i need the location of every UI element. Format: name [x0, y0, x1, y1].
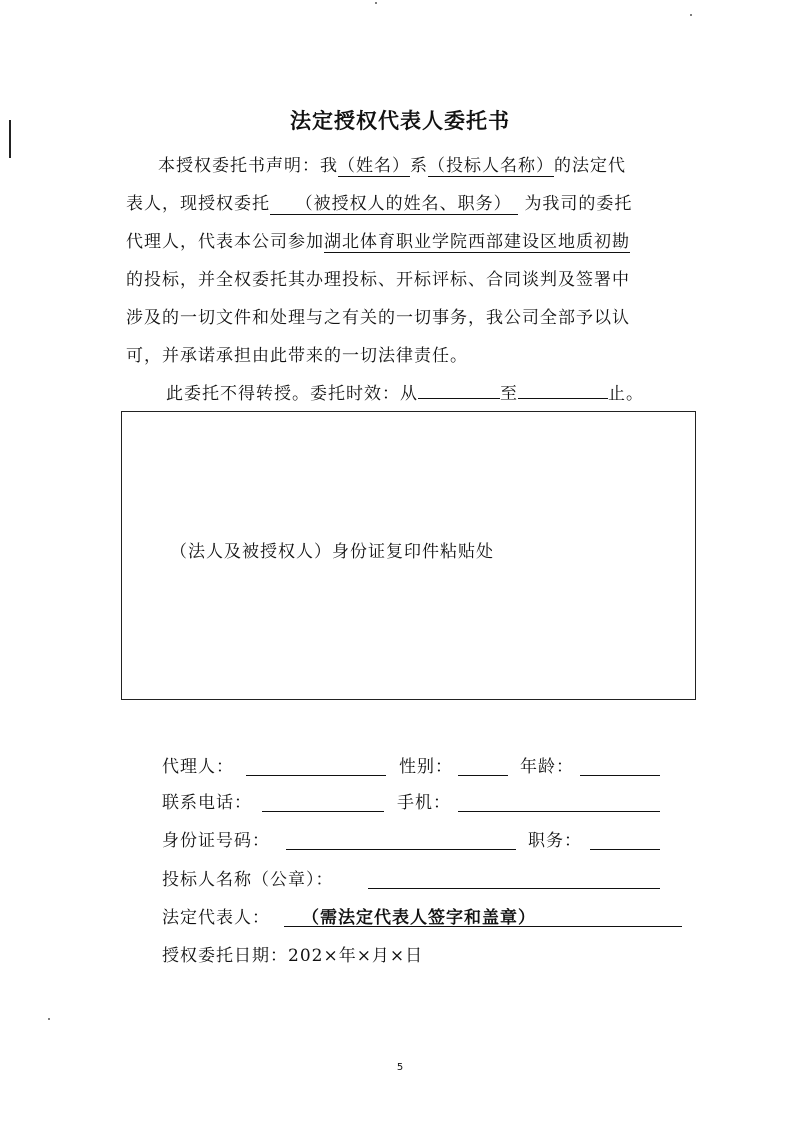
validity-end-blank[interactable]	[518, 378, 608, 399]
authorization-paragraph	[126, 147, 691, 375]
declaration-text: 的法定代	[554, 156, 626, 176]
agent-label: 代理人：	[162, 757, 234, 777]
agent-placeholder-text: （被授权人的姓名、职务）	[295, 194, 512, 214]
scan-speck	[690, 14, 692, 16]
contact-row	[162, 788, 662, 816]
id-number-row	[162, 826, 662, 854]
gender-label: 性别：	[399, 757, 453, 777]
declaration-text: 为我司的委托	[524, 194, 633, 214]
document-title: 法定授权代表人委托书	[290, 109, 510, 133]
declaration-text: 系	[410, 156, 428, 176]
declaration-text: 涉及的一切文件和处理与之有关的一切事务，我公司全部予以认	[126, 308, 630, 328]
phone-label: 联系电话：	[162, 793, 252, 813]
authorization-date: 授权委托日期：202×年×月×日	[162, 946, 424, 966]
agent-info-row	[162, 752, 662, 780]
validity-paragraph	[126, 375, 691, 413]
agent-line[interactable]	[246, 774, 386, 776]
declaration-text: 的投标，并全权委托其办理投标、开标评标、合同谈判及签署中	[126, 270, 630, 290]
validity-start-blank[interactable]	[418, 378, 500, 399]
id-box-label: （法人及被授权人）身份证复印件粘贴处	[170, 542, 494, 562]
mobile-line[interactable]	[458, 810, 660, 812]
age-line[interactable]	[580, 774, 660, 776]
legal-rep-line[interactable]	[284, 925, 682, 927]
bidder-name-line[interactable]	[368, 887, 660, 889]
legal-rep-row	[162, 903, 682, 931]
project-name: 湖北体育职业学院西部建设区地质初勘	[324, 232, 630, 252]
validity-text: 此委托不得转授。委托时效：从	[166, 384, 418, 404]
scan-speck	[375, 2, 377, 4]
legal-rep-signature-note: （需法定代表人签字和盖章）	[302, 908, 536, 928]
declaration-text: 代理人，代表本公司参加	[126, 232, 324, 252]
gender-line[interactable]	[458, 774, 508, 776]
id-copy-paste-box	[121, 411, 696, 700]
position-line[interactable]	[590, 848, 660, 850]
bidder-name-row	[162, 865, 662, 893]
bidder-name-label: 投标人名称（公章）：	[162, 870, 334, 890]
declaration-text: 表人，现授权委托	[126, 194, 270, 214]
declaration-text: 本授权委托书声明：我	[158, 156, 338, 176]
position-label: 职务：	[528, 831, 582, 851]
declaration-text: 可，并承诺承担由此带来的一切法律责任。	[126, 346, 468, 366]
agent-placeholder	[270, 194, 518, 215]
validity-text: 止。	[608, 384, 644, 404]
page-number: 5	[396, 1062, 404, 1073]
phone-line[interactable]	[262, 810, 384, 812]
id-number-label: 身份证号码：	[162, 831, 270, 851]
date-row	[162, 941, 662, 969]
scan-speck	[48, 1018, 50, 1020]
age-label: 年龄：	[520, 757, 574, 777]
validity-text: 至	[500, 384, 518, 404]
name-placeholder: （姓名）	[338, 156, 410, 176]
legal-rep-label: 法定代表人：	[162, 908, 270, 928]
mobile-label: 手机：	[397, 793, 451, 813]
bidder-placeholder: （投标人名称）	[428, 156, 554, 176]
id-number-line[interactable]	[286, 848, 516, 850]
